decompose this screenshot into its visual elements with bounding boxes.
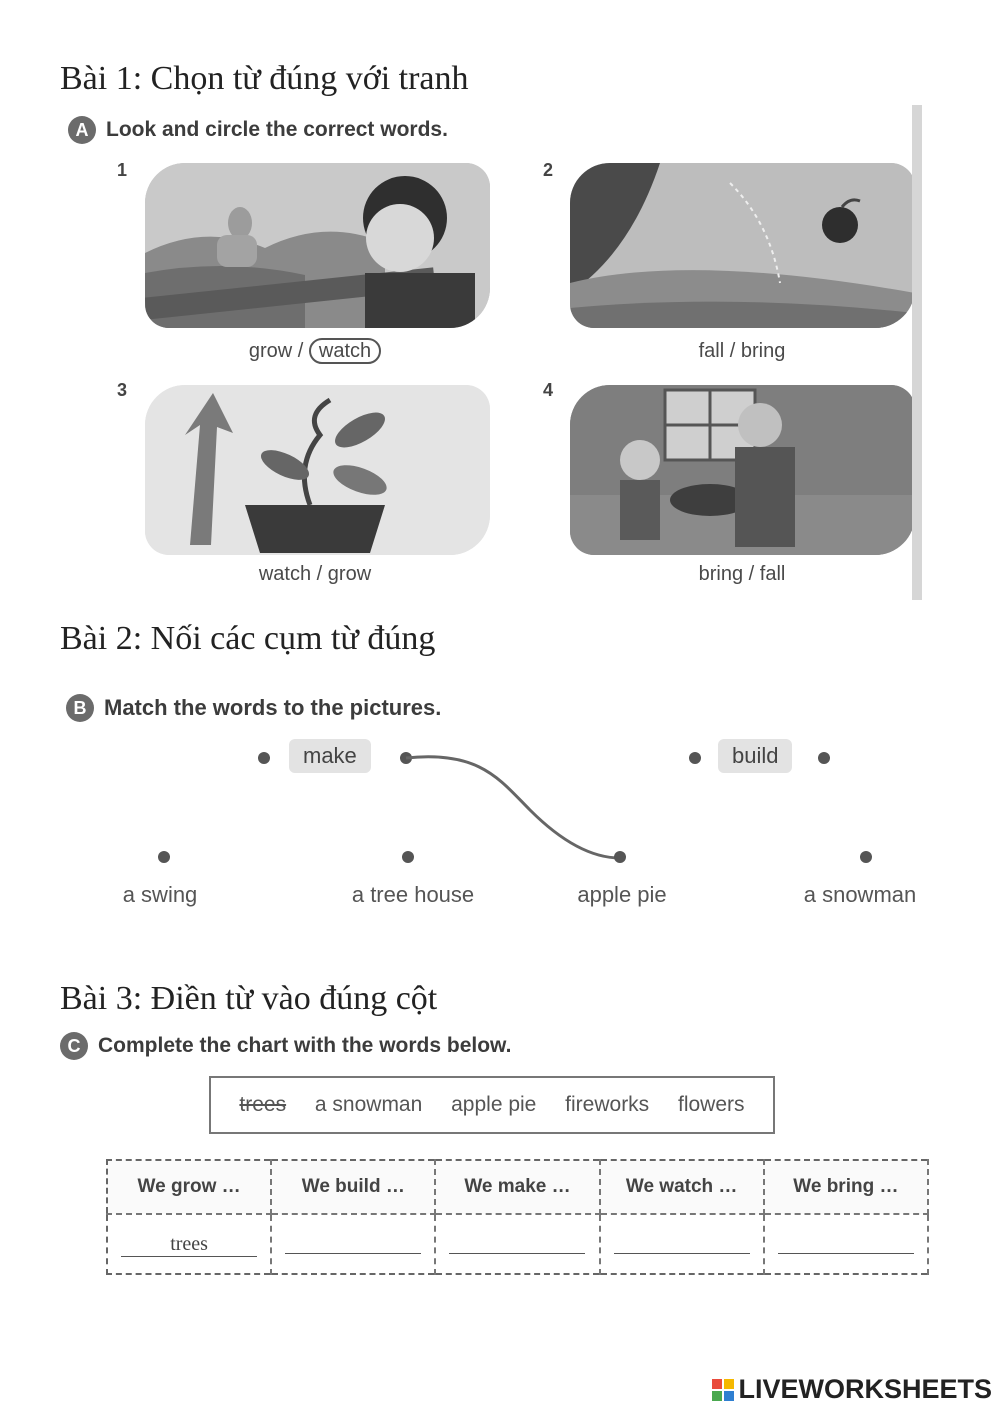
option-grow[interactable]: grow <box>248 340 293 362</box>
option-watch-circled[interactable]: watch <box>309 338 381 364</box>
header-we-watch: We watch … <box>600 1160 764 1214</box>
option-bring[interactable]: bring <box>698 563 744 585</box>
liveworksheets-logo <box>712 1374 992 1405</box>
option-separator: / <box>316 563 323 585</box>
header-we-make: We make … <box>435 1160 599 1214</box>
word-a-snowman: a snowman <box>314 1093 423 1116</box>
word-flowers: flowers <box>678 1093 745 1116</box>
item-number-2: 2 <box>543 160 554 180</box>
option-bring[interactable]: bring <box>740 340 786 362</box>
option-watch[interactable]: watch <box>258 563 312 585</box>
item-number-1: 1 <box>117 160 128 180</box>
exercise1-instruction: Look and circle the correct words. <box>106 118 448 141</box>
phrase-a-snowman: a snowman <box>803 882 917 907</box>
answer-chart <box>106 1159 929 1275</box>
answer-blank-build[interactable] <box>285 1229 421 1254</box>
phrase-apple-pie: apple pie <box>577 882 667 907</box>
chart-header-row <box>107 1160 928 1214</box>
phrase-a-tree-house: a tree house <box>351 882 475 907</box>
answer-blank-grow[interactable]: trees <box>121 1232 257 1257</box>
verb-chip-make: make <box>289 739 371 773</box>
exercise3-instruction: Complete the chart with the words below. <box>98 1034 512 1057</box>
match-dot-apple-pie[interactable] <box>614 851 626 863</box>
exercise3-title: Bài 3: Điền từ vào đúng cột <box>60 980 438 1017</box>
item-number-3: 3 <box>117 380 128 400</box>
section-badge-b: B <box>66 694 94 722</box>
answer-blank-bring[interactable] <box>778 1229 914 1254</box>
exercise1-title: Bài 1: Chọn từ đúng với tranh <box>60 60 469 97</box>
word-bank <box>209 1076 775 1134</box>
option-fall[interactable]: fall <box>759 563 786 585</box>
option-separator: / <box>729 340 736 362</box>
liveworksheets-grid-icon <box>712 1379 734 1401</box>
chart-answer-row <box>107 1214 928 1274</box>
word-apple-pie: apple pie <box>451 1093 537 1116</box>
header-we-bring: We bring … <box>764 1160 928 1214</box>
word-fireworks: fireworks <box>565 1093 650 1116</box>
match-dot-a-swing[interactable] <box>158 851 170 863</box>
verb-chip-build: build <box>718 739 792 773</box>
option-separator: / <box>748 563 755 585</box>
match-dot-a-tree-house[interactable] <box>402 851 414 863</box>
option-grow[interactable]: grow <box>327 563 372 585</box>
liveworksheets-brand: LIVEWORKSHEETS <box>738 1374 992 1404</box>
answer-blank-watch[interactable] <box>614 1229 750 1254</box>
exercise3-instruction-row <box>60 1032 511 1060</box>
section-badge-c: C <box>60 1032 88 1060</box>
option-separator: / <box>297 340 304 362</box>
item-number-4: 4 <box>543 380 554 400</box>
exercise2-instruction: Match the words to the pictures. <box>104 695 442 720</box>
phrase-a-swing: a swing <box>122 882 198 907</box>
answer-blank-make[interactable] <box>449 1229 585 1254</box>
option-fall[interactable]: fall <box>698 340 725 362</box>
header-we-build: We build … <box>271 1160 435 1214</box>
word-trees-crossed: trees <box>239 1093 287 1116</box>
exercise2-title: Bài 2: Nối các cụm từ đúng <box>60 620 436 657</box>
match-dot-a-snowman[interactable] <box>860 851 872 863</box>
section-badge-a: A <box>68 116 96 144</box>
header-we-grow: We grow … <box>107 1160 271 1214</box>
